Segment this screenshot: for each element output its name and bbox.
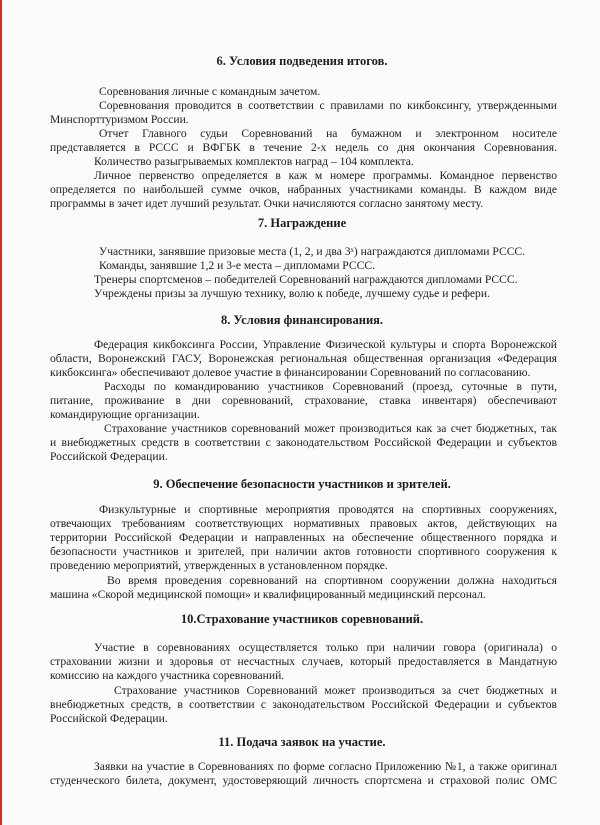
section-6-line-8: определяется по наибольшей сумме очков, набранных участниками команды. В каждом виде	[50, 183, 557, 196]
section-8-line-5: питание, проживание в дни соревнований, страхование, ставка инвентаря) обеспечивают	[50, 394, 557, 407]
section-9-line-3: территории Российской Федерации и направленных на обеспечение общественного порядка и	[50, 531, 557, 544]
section-6-line-5: представляется в РССС и ВФГБК в течение 2-х недель со дня окончания Соревнования.	[50, 141, 557, 154]
section-9-line-4: безопасности участников и зрителей, при наличии актов готовности спортивного сооружения к	[50, 545, 557, 558]
section-7-line-4: Учреждены призы за лучшую технику, волю к победе, лучшему судье и рефери.	[94, 287, 490, 300]
section-11-line-2: студенческого билета, документ, удостоверяющий личность спортсмена и страховой полис ОМС	[50, 774, 557, 787]
section-9-line-2: отвечающих требованиям соответствующих нормативных правовых актов, действующих на	[50, 517, 557, 530]
section-6-line-2: Соревнования проводится в соответствии с правилами по кикбоксингу, утвержденными	[99, 99, 557, 112]
section-6-line-9: программы в зачет идет лучший результат. Очки начисляются согласно занятому месту.	[50, 197, 484, 210]
section-10-line-3: комиссию на каждого участника соревнований.	[50, 669, 285, 682]
section-10-line-6: Российской Федерации.	[50, 712, 168, 725]
section-10-title: 10.Страхование участников соревнований.	[180, 612, 424, 626]
section-7-line-3: Тренеры спортсменов – победителей Соревнований награждаются дипломами РССС.	[94, 273, 518, 286]
section-10-line-4: Страхование участников Соревнований может производиться за счет бюджетных и	[114, 684, 557, 697]
section-8-line-6: командирующие организации.	[50, 408, 200, 421]
section-6-line-3: Минспорттуризмом России.	[50, 113, 189, 126]
section-8-line-3: кикбоксинга» обеспечивают долевое участие в финансировании Соревнований по согласованию.	[50, 366, 531, 379]
section-6-line-7: Личное первенство определяется в каж м номере программы. Командное первенство	[94, 169, 557, 182]
section-8-line-8: и внебюджетных средств в соответствии с законодательством Российской Федерации и субъектов	[50, 436, 557, 449]
section-7-line-2: Команды, занявшие 1,2 и 3-е места – дипломами РССС.	[99, 259, 375, 272]
section-10-line-5: внебюджетных средств, в соответствии с законодательством Российской Федерации и субъектов	[50, 698, 557, 711]
section-6-line-4: Отчет Главного судьи Соревнований на бумажном и электронном носителе	[99, 127, 557, 140]
section-10-line-2: страховании жизни и здоровья от несчастных случаев, который предоставляется в Мандатную	[50, 655, 557, 668]
section-6-line-1: Соревнования личные с командным зачетом.	[99, 85, 321, 98]
section-9-title: 9. Обеспечение безопасности участников и зрителей.	[153, 477, 451, 491]
section-7-line-1: Участники, занявшие призовые места (1, 2, и два 3ˣ) награждаются дипломами РССС.	[99, 245, 526, 258]
section-9-line-5: проведению мероприятий, утвержденных в установленном порядке.	[50, 559, 388, 572]
section-8-line-4: Расходы по командированию участников Соревнований (проезд, суточные в пути,	[104, 380, 557, 393]
section-11-title: 11. Подача заявок на участие.	[218, 735, 386, 749]
section-9-line-6: Во время проведения соревнований на спортивном сооружении должна находиться	[107, 574, 557, 587]
section-10-line-1: Участие в соревнованиях осуществляется только при наличии говора (оригинала) о	[94, 641, 557, 654]
section-8-line-9: Российской Федерации.	[50, 450, 168, 463]
section-8-line-1: Федерация кикбоксинга России, Управление Физической культуры и спорта Воронежской	[94, 338, 557, 351]
section-11-line-1: Заявки на участие в Соревнованиях по форме согласно Приложению №1, а также оригинал	[94, 760, 557, 773]
section-7-title: 7. Награждение	[257, 216, 347, 230]
section-9-line-1: Физкультурные и спортивные мероприятия проводятся на спортивных сооружениях,	[99, 503, 557, 516]
section-8-line-7: Страхование участников соревнований может производиться как за счет бюджетных, так	[104, 422, 557, 435]
section-6-line-6: Количество разыгрываемых комплектов наград – 104 комплекта.	[94, 155, 414, 168]
section-6-title: 6. Условия подведения итогов.	[216, 54, 388, 68]
section-9-line-7: машина «Скорой медицинской помощи» и квалифицированный медицинский персонал.	[50, 588, 486, 601]
section-8-line-2: области, Воронежский ГАСУ, Воронежская региональная общественная организация «Федерация	[50, 352, 557, 365]
section-8-title: 8. Условия финансирования.	[220, 313, 384, 327]
